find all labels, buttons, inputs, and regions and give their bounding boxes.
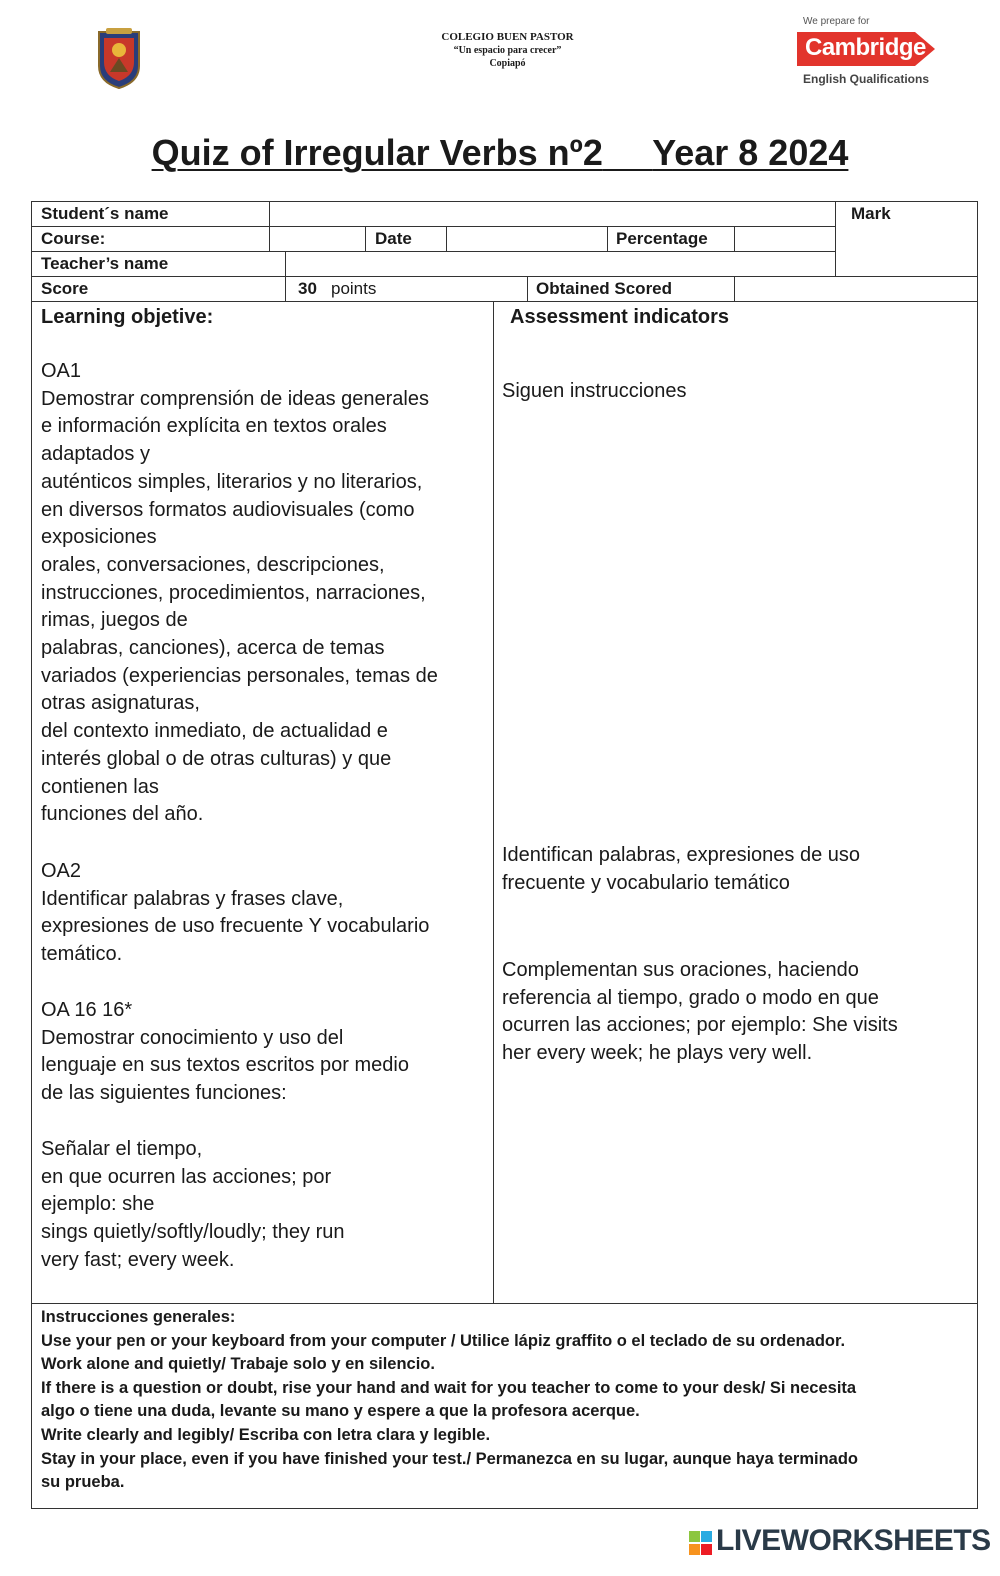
mark-field[interactable] — [837, 228, 975, 274]
indicator-1 — [502, 378, 687, 406]
oa16-title: OA 16 16* — [41, 999, 133, 1021]
grid-line — [365, 226, 366, 251]
oa16-example-line: sings quietly/softly/loudly; they run — [41, 1221, 345, 1244]
oa1-line: auténticos simples, literarios y no literarios, — [41, 470, 423, 493]
instruction-line: su prueba. — [41, 1473, 125, 1492]
grid-line — [31, 201, 32, 1509]
student-name-field[interactable] — [271, 203, 833, 225]
oa16-example-line: very fast; every week. — [41, 1248, 235, 1271]
grid-line — [835, 201, 836, 276]
title-main: Quiz of Irregular Verbs nº2 — [151, 132, 603, 173]
instruction-line: algo o tiene una duda, levante su mano y espere a que la profesora acerque. — [41, 1402, 640, 1421]
indicator-line: Identifican palabras, expresiones de uso — [502, 844, 861, 866]
date-field[interactable] — [448, 228, 605, 250]
liveworksheets-brand: LIVEWORKSHEETS — [716, 1524, 991, 1557]
indicator-line: referencia al tiempo, grado o modo en que — [502, 986, 879, 1009]
teacher-name-label: Teacher’s name — [41, 254, 169, 273]
percentage-field[interactable] — [736, 228, 834, 250]
title-gap — [603, 132, 652, 173]
grid-line — [285, 251, 286, 301]
oa16-example-line: ejemplo: she — [41, 1193, 155, 1216]
grid-line — [31, 276, 978, 277]
date-label: Date — [375, 229, 412, 248]
obtained-score-label: Obtained Scored — [536, 279, 673, 298]
grid-line — [977, 201, 978, 1509]
indicator-line: ocurren las acciones; por ejemplo: She visits — [502, 1014, 898, 1037]
oa1-line: otras asignaturas, — [41, 692, 200, 715]
oa1-line: Demostrar comprensión de ideas generales — [41, 387, 429, 410]
instruction-line: Stay in your place, even if you have finished your test./ Permanezca en su lugar, aunque haya terminado — [41, 1449, 858, 1468]
assessment-heading: Assessment indicators — [510, 306, 729, 328]
school-city: Copiapó — [489, 58, 526, 69]
student-name-label: Student´s name — [41, 204, 169, 223]
oa1-line: en diversos formatos audiovisuales (como — [41, 498, 415, 521]
instruction-line: Instrucciones generales: — [41, 1308, 236, 1326]
oa1-line: e información explícita en textos orales — [41, 415, 387, 438]
school-header — [380, 31, 635, 70]
grid-line — [31, 251, 836, 252]
general-instructions — [41, 1306, 971, 1495]
course-field[interactable] — [271, 228, 363, 250]
grid-line — [734, 226, 735, 251]
grid-line — [527, 276, 528, 301]
oa1-line: exposiciones — [41, 526, 157, 549]
instruction-line: Use your pen or your keyboard from your computer / Utilice lápiz graffito o el teclado de su ordenador. — [41, 1331, 846, 1350]
oa2-line: expresiones de uso frecuente Y vocabulario — [41, 915, 430, 938]
oa1-line: variados (experiencias personales, temas de — [41, 664, 438, 687]
oa16-line: de las siguientes funciones: — [41, 1082, 287, 1105]
oa16-block — [41, 997, 409, 1108]
oa2-block — [41, 858, 429, 969]
oa1-line: rimas, juegos de — [41, 609, 188, 632]
indicator-line: frecuente y vocabulario temático — [502, 871, 790, 894]
oa16-example-block — [41, 1136, 345, 1275]
learning-objective-heading: Learning objetive: — [41, 306, 214, 328]
school-crest-logo — [96, 28, 142, 90]
oa1-line: palabras, canciones), acerca de temas — [41, 637, 385, 660]
page-title — [0, 132, 1000, 174]
oa1-line: funciones del año. — [41, 803, 204, 826]
percentage-label: Percentage — [616, 229, 708, 248]
oa1-title: OA1 — [41, 360, 82, 382]
cambridge-subtitle: English Qualifications — [803, 72, 930, 86]
grid-line — [31, 301, 978, 302]
oa1-line: instrucciones, procedimientos, narraciones, — [41, 581, 426, 604]
oa16-example-line: Señalar el tiempo, — [41, 1138, 203, 1160]
grid-line — [734, 276, 735, 301]
oa1-line: interés global o de otras culturas) y que — [41, 747, 392, 770]
instruction-line: Work alone and quietly/ Trabaje solo y en silencio. — [41, 1355, 435, 1374]
score-value: 30 — [298, 279, 317, 298]
instruction-line: Write clearly and legibly/ Escriba con letra clara y legible. — [41, 1425, 491, 1444]
obtained-score-field[interactable] — [736, 278, 975, 300]
oa1-line: orales, conversaciones, descripciones, — [41, 553, 385, 576]
school-name: COLEGIO BUEN PASTOR — [441, 31, 574, 43]
oa2-line: temático. — [41, 943, 123, 966]
oa16-line: lenguaje en sus textos escritos por medio — [41, 1054, 409, 1077]
title-year: Year 8 2024 — [652, 132, 849, 173]
indicator-line: Siguen instrucciones — [502, 380, 687, 402]
grid-line — [269, 201, 270, 251]
indicator-line: Complementan sus oraciones, haciendo — [502, 959, 859, 981]
grid-line — [607, 226, 608, 251]
indicator-3 — [502, 957, 898, 1068]
score-label: Score — [41, 279, 89, 298]
cambridge-prefix: We prepare for — [803, 16, 870, 27]
grid-line — [31, 226, 836, 227]
liveworksheets-icon — [688, 1527, 714, 1559]
oa16-example-line: en que ocurren las acciones; por — [41, 1165, 332, 1188]
teacher-name-field[interactable] — [287, 253, 833, 275]
oa2-title: OA2 — [41, 860, 82, 882]
grid-line — [493, 301, 494, 1303]
course-label: Course: — [41, 229, 106, 248]
indicator-2 — [502, 842, 860, 897]
oa1-line: adaptados y — [41, 443, 150, 466]
oa1-line: del contexto inmediato, de actualidad e — [41, 720, 388, 743]
score-unit: points — [331, 279, 377, 298]
grid-line — [31, 1303, 978, 1304]
indicator-line: her every week; he plays very well. — [502, 1042, 813, 1065]
grid-line — [446, 226, 447, 251]
grid-line — [31, 1508, 978, 1509]
oa1-block — [41, 358, 438, 829]
oa2-line: Identificar palabras y frases clave, — [41, 887, 344, 910]
oa1-line: contienen las — [41, 775, 159, 798]
oa16-line: Demostrar conocimiento y uso del — [41, 1026, 344, 1049]
instruction-line: If there is a question or doubt, rise your hand and wait for you teacher to come to your desk/ Si necesita — [41, 1378, 857, 1397]
cambridge-wordmark: Cambridge — [805, 34, 926, 61]
school-motto: “Un espacio para crecer” — [453, 45, 562, 56]
mark-label: Mark — [851, 204, 891, 223]
